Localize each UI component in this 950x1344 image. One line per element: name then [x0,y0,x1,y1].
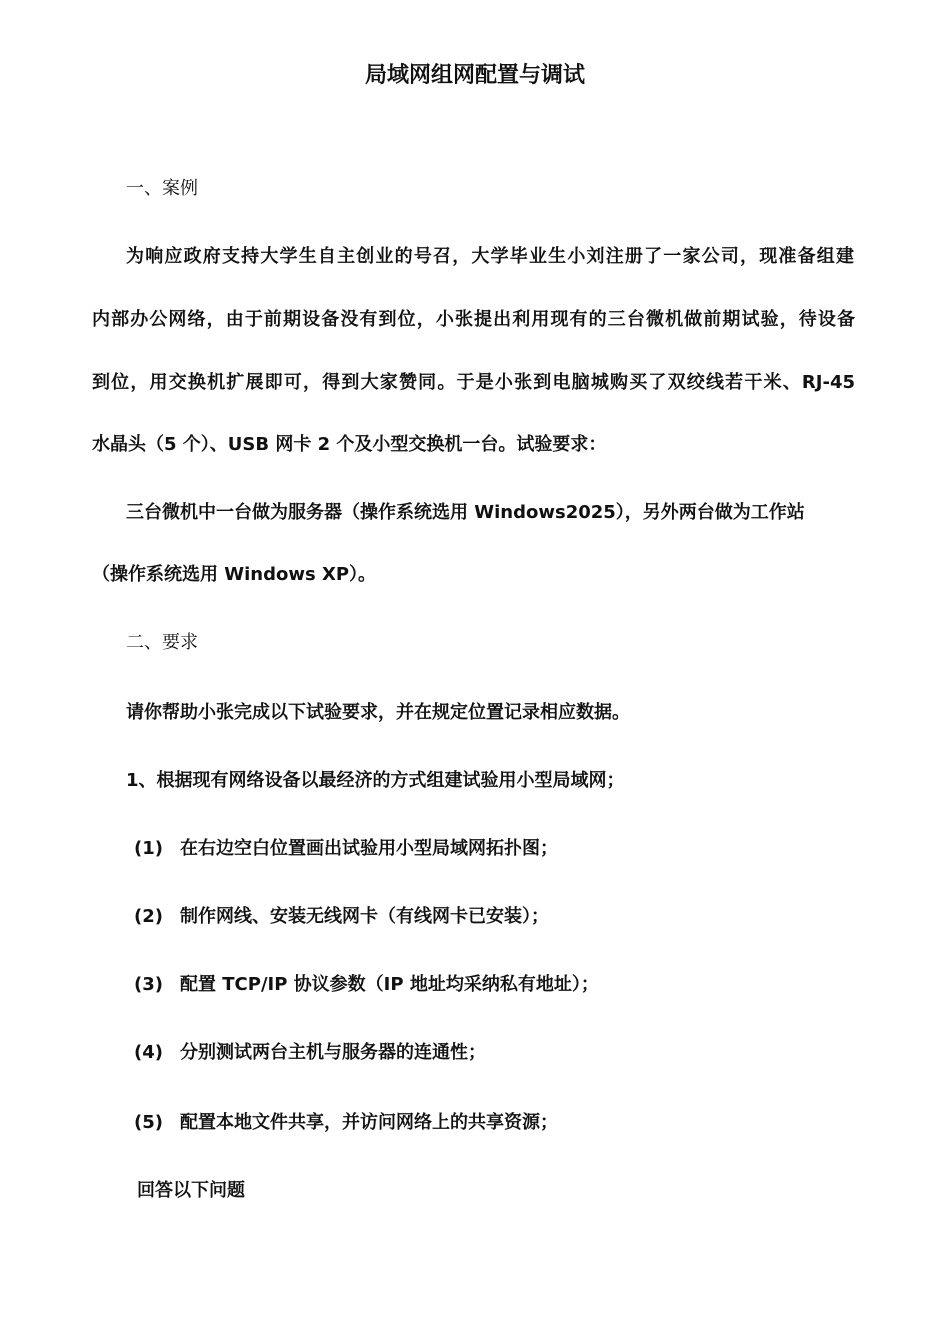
subtask-item [134,1110,558,1136]
case-paragraph-line: 为响应政府支持大学生自主创业的号召，大学毕业生小刘注册了一家公司，现准备组建 [126,246,854,267]
subtask-number: (4) [134,1042,163,1063]
subtask-text: 分别测试两台主机与服务器的连通性； [180,1042,486,1063]
task-item-1: 1、根据现有网络设备以最经济的方式组建试验用小型局域网； [126,770,625,791]
section-heading-case: 一、案例 [126,178,198,199]
subtask-item [134,836,558,862]
case-paragraph-line: 到位，用交换机扩展即可，得到大家赞同。于是小张到电脑城购买了双绞线若干米、RJ-45 [92,372,855,393]
subtask-text: 配置 TCP/IP 协议参数（IP 地址均采纳私有地址）； [180,974,599,995]
subtask-text: 配置本地文件共享，并访问网络上的共享资源； [180,1112,558,1133]
requirement-paragraph-line: （操作系统选用 Windows XP）。 [92,564,377,585]
subtask-number: (3) [134,974,163,995]
subtask-number: (5) [134,1112,163,1133]
subtask-item [134,904,549,930]
requirement-paragraph-line: 三台微机中一台做为服务器（操作系统选用 Windows2025），另外两台做为工作站 [126,502,805,523]
answer-questions-heading: 回答以下问题 [137,1180,245,1201]
document-title: 局域网组网配置与调试 [364,63,585,88]
subtask-item [134,972,599,998]
case-paragraph-line: 水晶头（5 个）、USB 网卡 2 个及小型交换机一台。试验要求： [92,434,607,455]
requirements-intro: 请你帮助小张完成以下试验要求，并在规定位置记录相应数据。 [126,702,630,723]
subtask-number: (2) [134,906,163,927]
subtask-item [134,1040,486,1066]
subtask-number: (1) [134,838,163,859]
subtask-text: 制作网线、安装无线网卡（有线网卡已安装）； [180,906,549,927]
case-paragraph-line: 内部办公网络，由于前期设备没有到位，小张提出利用现有的三台微机做前期试验，待设备 [92,309,855,330]
subtask-text: 在右边空白位置画出试验用小型局域网拓扑图； [180,838,558,859]
section-heading-requirements: 二、要求 [126,632,198,653]
